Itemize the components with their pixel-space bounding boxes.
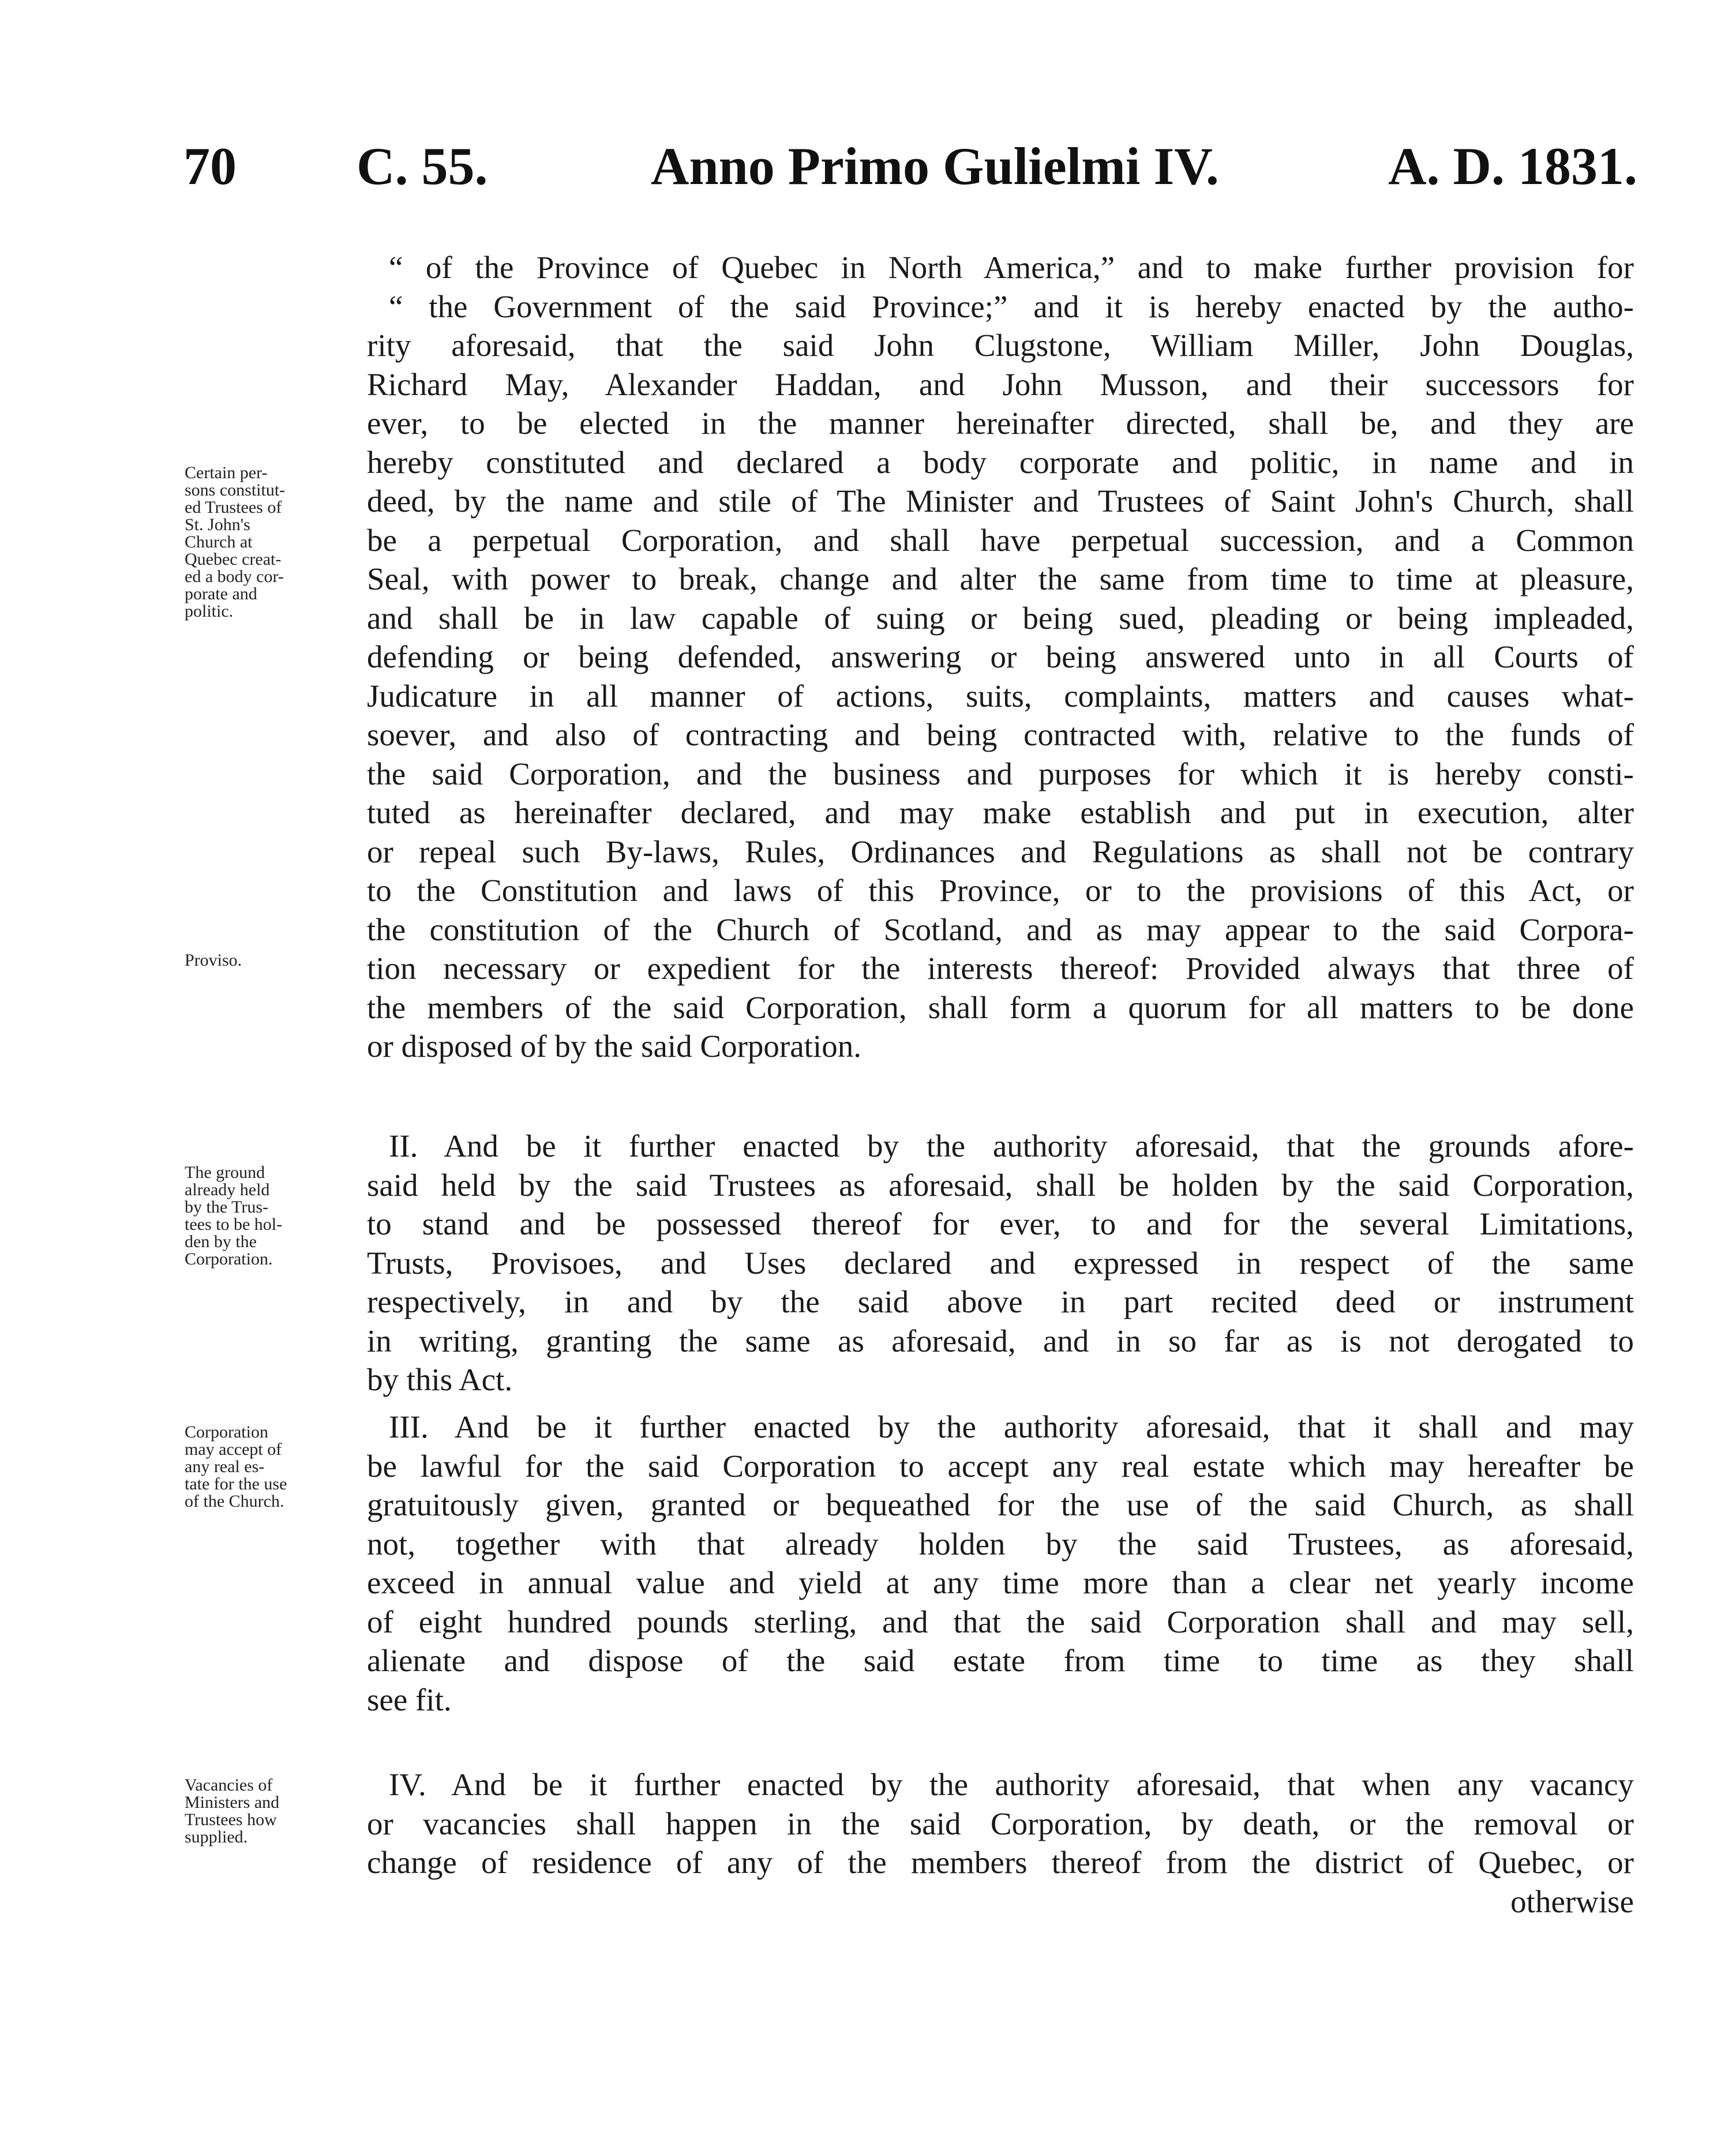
- text-line: be a perpetual Corporation, and shall have perpetual succession, and a Common: [367, 522, 1634, 558]
- text-line: rity aforesaid, that the said John Clugstone, William Miller, John Douglas,: [367, 328, 1634, 363]
- text-line: and shall be in law capable of suing or being sued, pleading or being impleaded,: [367, 600, 1634, 636]
- page-number: 70: [183, 137, 237, 196]
- text-line: or disposed of by the said Corporation.: [367, 1029, 861, 1064]
- text-line: defending or being defended, answering or being answered unto in all Courts of: [367, 639, 1634, 674]
- text-line: not, together with that already holden by the said Trustees, as aforesaid,: [367, 1526, 1634, 1562]
- text-line: Judicature in all manner of actions, suits, complaints, matters and causes what-: [367, 678, 1634, 714]
- text-line: Richard May, Alexander Haddan, and John Musson, and their successors for: [367, 366, 1634, 402]
- note-line: already held: [185, 1180, 270, 1199]
- margin-note-vacancies: [185, 1777, 352, 1846]
- note-line: Certain per-: [185, 463, 268, 482]
- section-iii: [367, 1408, 1634, 1719]
- note-line: Vacancies of: [185, 1776, 273, 1795]
- note-line: ed a body cor-: [185, 567, 284, 586]
- text-line: of eight hundred pounds sterling, and that the said Corporation shall and may sell,: [367, 1604, 1634, 1639]
- text-line: gratuitously given, granted or bequeathed for the use of the said Church, as shall: [367, 1487, 1634, 1522]
- margin-note-ground-holden: [185, 1164, 352, 1268]
- note-line: Quebec creat-: [185, 550, 282, 569]
- note-line: den by the: [185, 1232, 257, 1251]
- chapter-number: C. 55.: [357, 137, 488, 196]
- text-line: to the Constitution and laws of this Province, or to the provisions of this Act, or: [367, 873, 1634, 908]
- note-line: sons constitut-: [185, 481, 286, 500]
- text-line: the said Corporation, and the business and purposes for which it is hereby consti-: [367, 756, 1634, 791]
- text-line: III. And be it further enacted by the authority aforesaid, that it shall and may: [389, 1409, 1634, 1444]
- note-line: Proviso.: [185, 951, 242, 970]
- text-line: or repeal such By-laws, Rules, Ordinances and Regulations as shall not be contrary: [367, 834, 1634, 869]
- note-line: of the Church.: [185, 1492, 284, 1511]
- running-header: [183, 132, 1637, 201]
- note-line: by the Trus-: [185, 1198, 269, 1217]
- text-line: II. And be it further enacted by the authority aforesaid, that the grounds afore-: [389, 1128, 1634, 1164]
- text-line: to stand and be possessed thereof for ever, to and for the several Limitations,: [367, 1206, 1634, 1241]
- text-line: alienate and dispose of the said estate from time to time as they shall: [367, 1643, 1634, 1678]
- text-line: the members of the said Corporation, shall form a quorum for all matters to be done: [367, 989, 1634, 1025]
- note-line: Church at: [185, 532, 253, 551]
- note-line: Corporation.: [185, 1249, 273, 1268]
- note-line: Trustees how: [185, 1810, 277, 1829]
- text-line: see fit.: [367, 1682, 452, 1717]
- year-label: A. D. 1831.: [1388, 137, 1637, 196]
- text-line: soever, and also of contracting and being contracted with, relative to the funds of: [367, 717, 1634, 752]
- note-line: tees to be hol-: [185, 1215, 283, 1234]
- text-line: said held by the said Trustees as aforesaid, shall be holden by the said Corporation,: [367, 1167, 1634, 1203]
- text-line: IV. And be it further enacted by the authority aforesaid, that when any vacancy: [389, 1767, 1634, 1802]
- text-line: hereby constituted and declared a body corporate and politic, in name and in: [367, 444, 1634, 480]
- text-line: deed, by the name and stile of The Minister and Trustees of Saint John's Church, shall: [367, 483, 1634, 519]
- text-line: tuted as hereinafter declared, and may make establish and put in execution, alter: [367, 795, 1634, 830]
- note-line: may accept of: [185, 1440, 282, 1459]
- section-continuation: [367, 248, 1634, 1066]
- text-line: in writing, granting the same as aforesaid, and in so far as is not derogated to: [367, 1323, 1634, 1358]
- text-line: “ of the Province of Quebec in North America,” and to make further provision for: [389, 250, 1634, 285]
- note-line: supplied.: [185, 1827, 248, 1846]
- text-line: the constitution of the Church of Scotland, and as may appear to the said Corpora-: [367, 911, 1634, 947]
- note-line: politic.: [185, 602, 234, 621]
- margin-note-trustees-incorporated: [185, 464, 352, 620]
- note-line: ed Trustees of: [185, 498, 282, 517]
- text-line: respectively, in and by the said above in part recited deed or instrument: [367, 1284, 1634, 1319]
- note-line: Corporation: [185, 1423, 268, 1442]
- note-line: St. John's: [185, 515, 250, 534]
- note-line: Ministers and: [185, 1793, 280, 1812]
- text-line: change of residence of any of the members thereof from the district of Quebec, or: [367, 1845, 1634, 1880]
- running-title: Anno Primo Gulielmi IV.: [651, 137, 1219, 196]
- note-line: The ground: [185, 1163, 265, 1182]
- note-line: any real es-: [185, 1457, 265, 1476]
- margin-note-real-estate: [185, 1424, 352, 1510]
- text-line: exceed in annual value and yield at any time more than a clear net yearly income: [367, 1565, 1634, 1600]
- catchword: otherwise: [1510, 1883, 1634, 1919]
- text-line: tion necessary or expedient for the interests thereof: Provided always that three of: [367, 951, 1634, 986]
- note-line: tate for the use: [185, 1474, 287, 1493]
- margin-note-proviso: [185, 952, 352, 969]
- text-line: ever, to be elected in the manner hereinafter directed, shall be, and they are: [367, 406, 1634, 441]
- text-line: “ the Government of the said Province;” and it is hereby enacted by the autho-: [389, 288, 1634, 324]
- text-line: Seal, with power to break, change and alter the same from time to time at pleasure,: [367, 561, 1634, 596]
- section-ii: [367, 1127, 1634, 1399]
- section-iv: [367, 1765, 1634, 1921]
- note-line: porate and: [185, 584, 257, 603]
- text-line: or vacancies shall happen in the said Corporation, by death, or the removal or: [367, 1806, 1634, 1841]
- text-line: be lawful for the said Corporation to accept any real estate which may hereafter be: [367, 1448, 1634, 1484]
- text-line: by this Act.: [367, 1362, 513, 1397]
- text-line: Trusts, Provisoes, and Uses declared and expressed in respect of the same: [367, 1245, 1634, 1281]
